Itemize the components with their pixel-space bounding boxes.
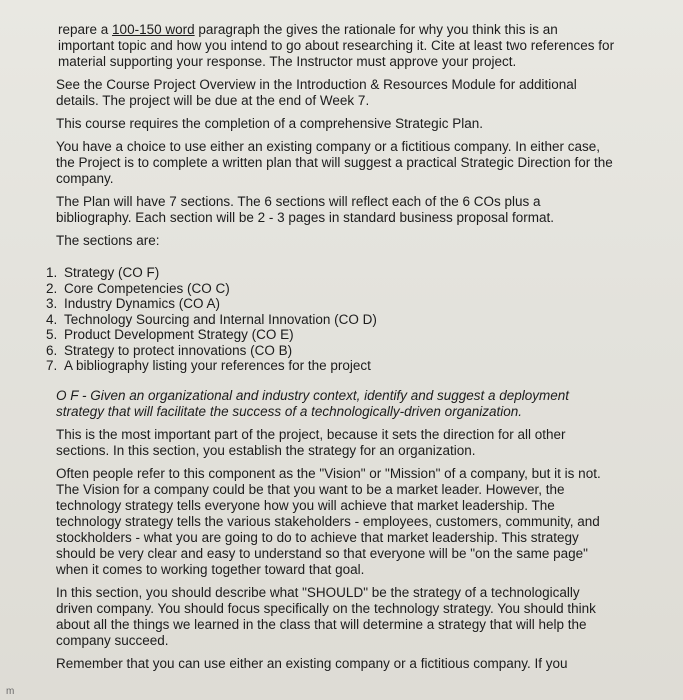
list-item: 5. Product Development Strategy (CO E) [46,327,294,342]
list-item: 4. Technology Sourcing and Internal Innovation (CO D) [46,311,377,327]
intro-text-rest: paragraph the gives the rationale for why you think this is an important topic and how you intend to go about researching it. Cite at least two references for material supporting your response. The Instructor must approve your project. [58,22,615,69]
list-item: 1. Strategy (CO F) [46,265,160,280]
company-choice-paragraph: You have a choice to use either an existing company or a fictitious company. In either case, the Project is to complete a written plan that will suggest a practical Strategic Direction for the company. [56,139,613,186]
objective-paragraph: O F - Given an organizational and industry context, identify and suggest a deployment strategy that will facilitate the success of a technologically-driven organization. [56,387,570,419]
list-item: 7. A bibliography listing your references for the project [46,358,371,373]
list-item: 6. Strategy to protect innovations (CO B) [46,342,293,358]
overview-paragraph: See the Course Project Overview in the Introduction & Resources Module for additional details. The project will be due at the end of Week 7. [56,77,577,108]
document-content [46,22,616,679]
list-item: 2. Core Competencies (CO C) [46,280,230,296]
intro-paragraph [58,22,616,70]
vision-paragraph: Often people refer to this component as the "Vision" or "Mission" of a company, but it is not. The Vision for a company could be that you want to be a market leader. However, the technology strategy tells everyone how you will achieve that market leadership. The technology strategy tells the various stakeholders - employees, customers, community, and stockholders - what you are going to do to achieve that market leadership. This strategy should be very clear and easy to understand so that everyone will be "on the same page" when it comes to working together toward that goal. [56,465,601,577]
sections-list [46,265,616,374]
corner-mark: m [6,686,15,697]
list-item: 3. Industry Dynamics (CO A) [46,296,221,311]
plan-sections-paragraph: The Plan will have 7 sections. The 6 sections will reflect each of the 6 COs plus a bibliography. Each section will be 2 - 3 pages in standard business proposal format. [56,194,555,225]
sections-heading: The sections are: [56,233,160,248]
reminder-paragraph: Remember that you can use either an existing company or a fictitious company. If you [56,655,568,671]
intro-text-start: repare a [58,22,113,37]
importance-paragraph: This is the most important part of the project, because it sets the direction for all other sections. In this section, you establish the strategy for an organization. [56,426,566,458]
requirement-paragraph: This course requires the completion of a comprehensive Strategic Plan. [56,116,483,131]
strategy-description-paragraph: In this section, you should describe what "SHOULD" be the strategy of a technologically driven company. You should focus specifically on the technology strategy. You should think about all the things we learned in the class that will determine a strategy that will help the company succeed. [56,584,596,648]
word-count-link[interactable]: 100-150 word [112,22,195,37]
